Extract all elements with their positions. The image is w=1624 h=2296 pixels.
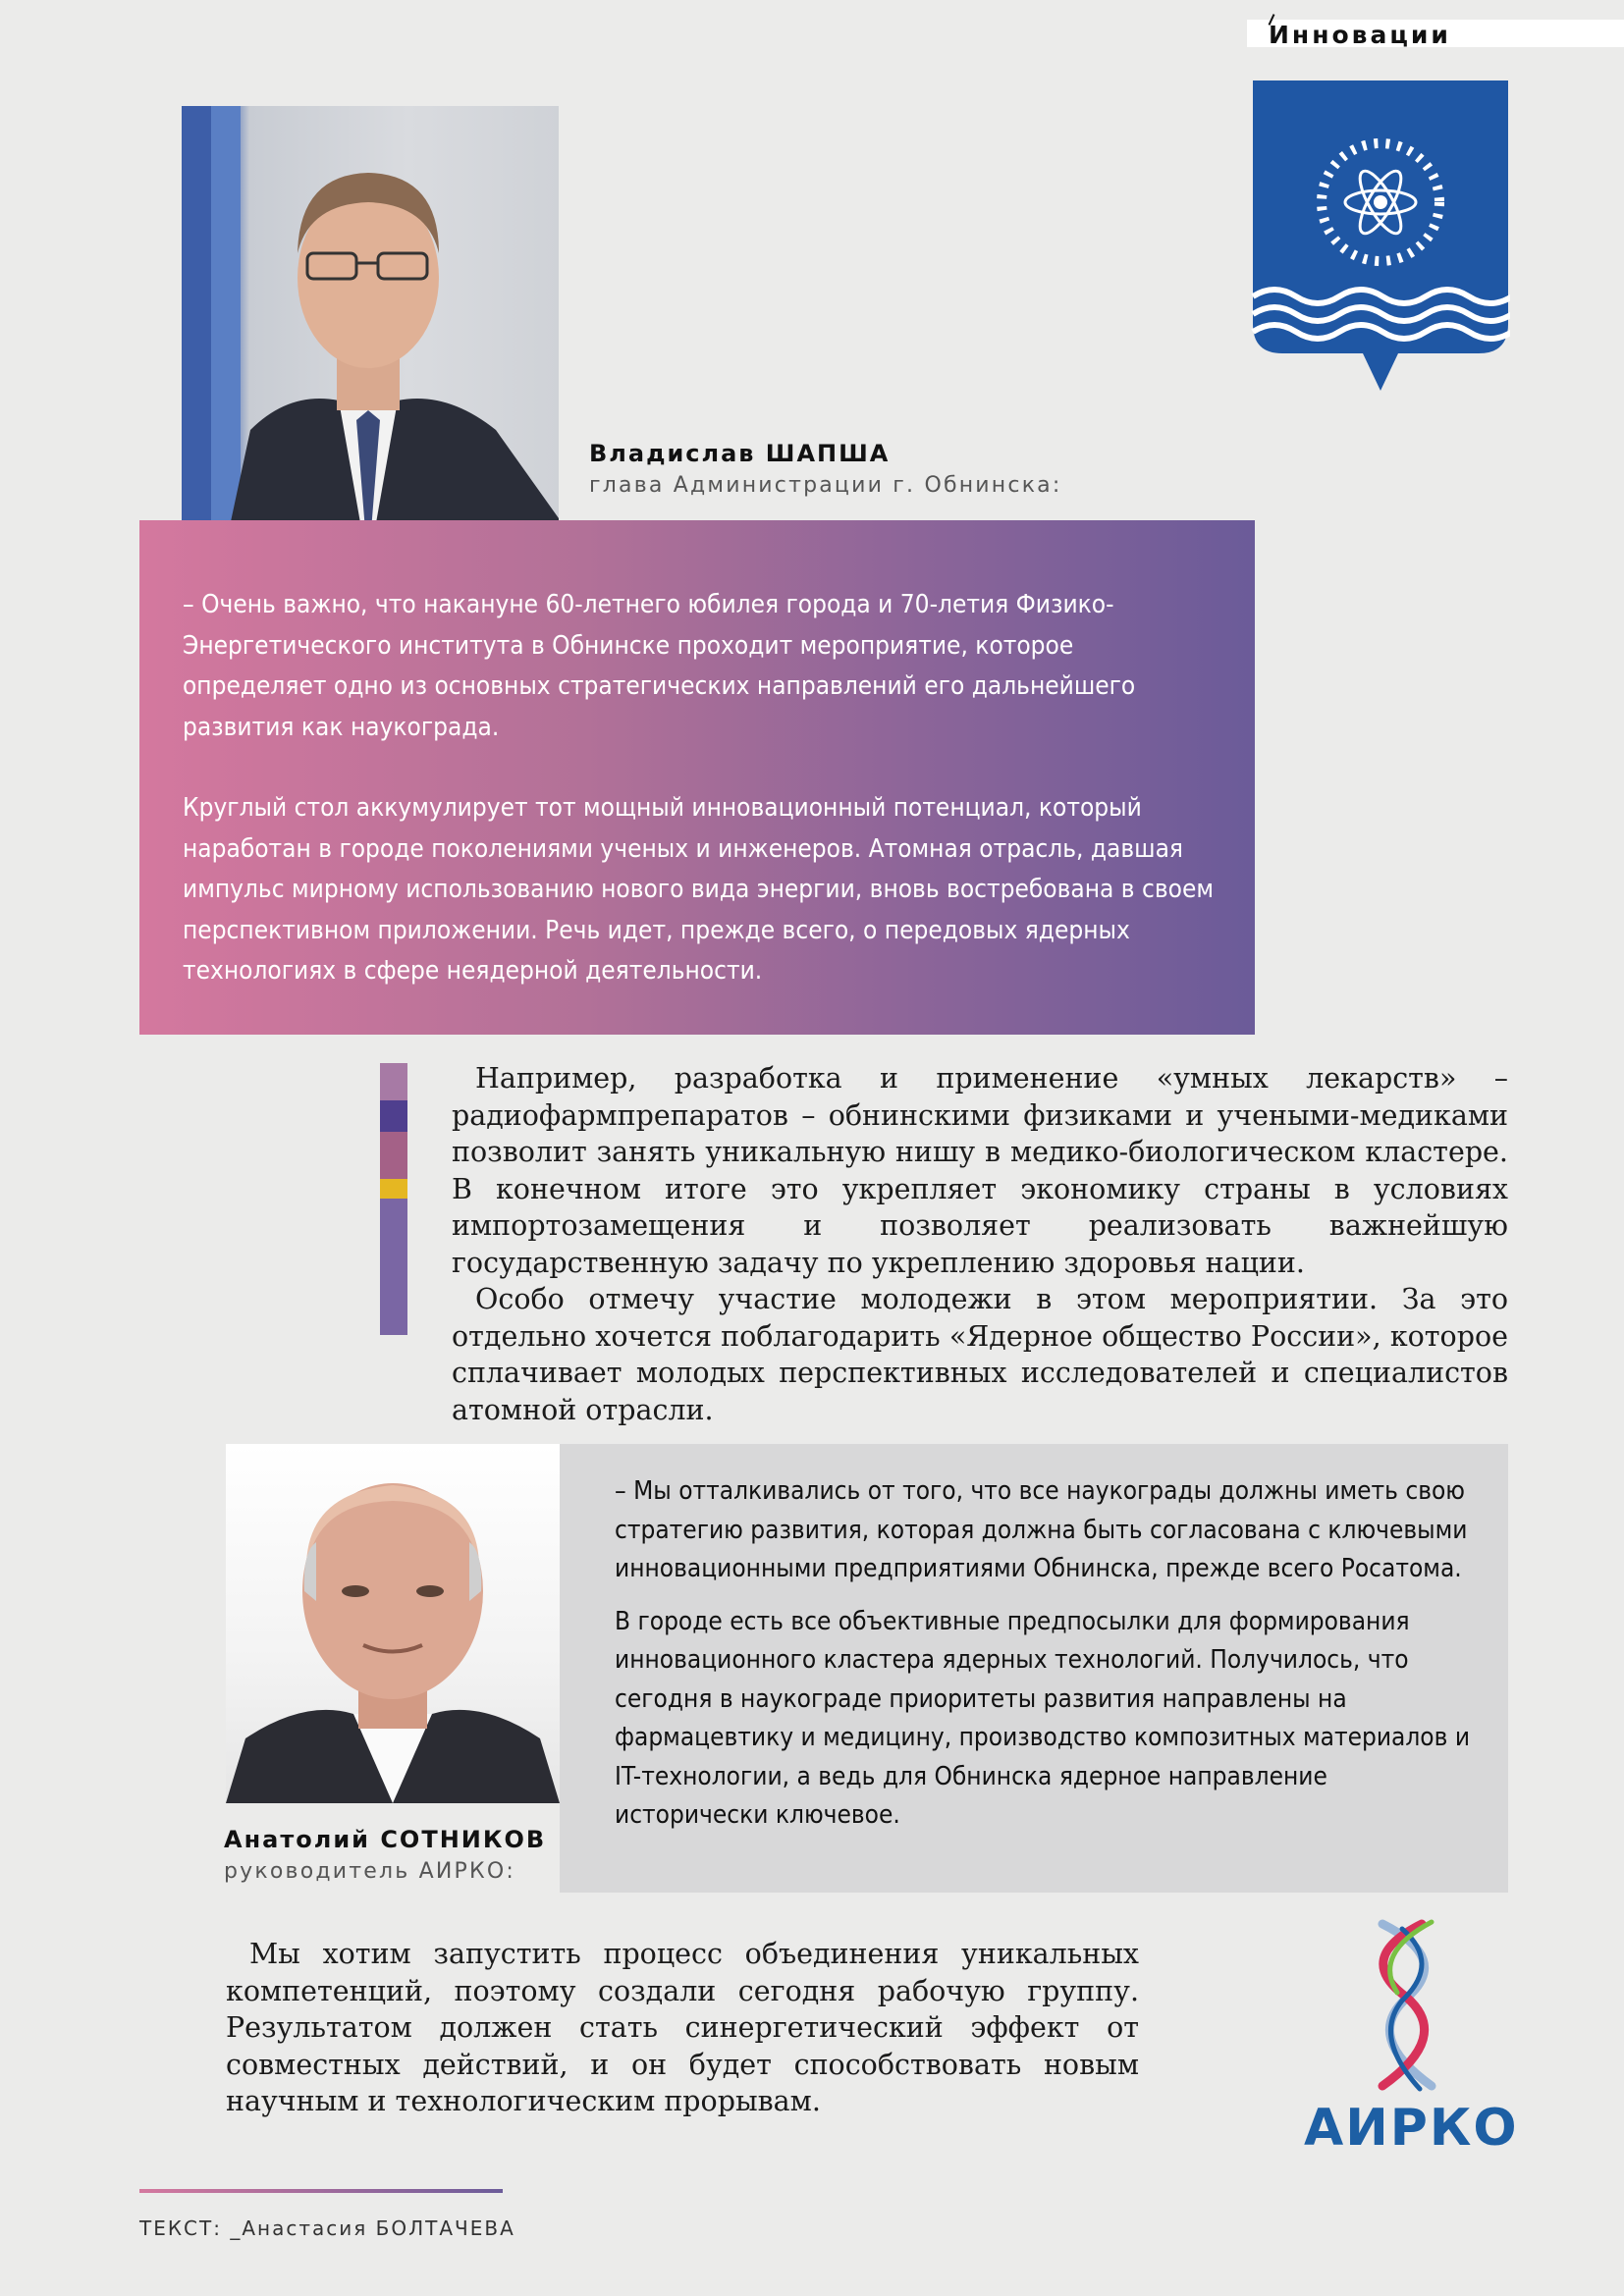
airko-wordmark: АИРКО (1304, 2099, 1519, 2158)
quote-paragraph: – Мы отталкивались от того, что все наукограды должны иметь свою стратегию развития, которая должна быть согласована с ключевыми инновационными предприятиями Обнинска, прежде всего Росатома. (615, 1476, 1468, 1583)
author-credit: ТЕКСТ: _Анастасия БОЛТАЧЕВА (139, 2216, 515, 2240)
airko-logo (1304, 1914, 1519, 2160)
speaker-name: Владислав ШАПША (589, 440, 891, 467)
body-text-sotnikov (226, 1936, 1139, 2120)
body-paragraph: Например, разработка и применение «умных лекарств» – радиофармпрепаратов – обнинскими физиками и учеными-медиками позволит занять уникальную нишу в медико-биологическом кластере. В конечном итоге это укрепляет экономику страны в условиях импортозамещения и позволяет реализовать важнейшую государственную задачу по укреплению здоровья нации. (452, 1062, 1508, 1279)
portrait-photo-sotnikov (226, 1444, 560, 1803)
speaker-role: глава Администрации г. Обнинска: (589, 473, 1062, 498)
body-paragraph: Особо отмечу участие молодежи в этом мероприятии. За это отдельно хочется поблагодарить «Ядерное общество России», которое сплачивает молодых перспективных исследователей и специалистов атомной отрасли. (452, 1283, 1508, 1426)
body-paragraph: Мы хотим запустить процесс объединения уникальных компетенций, поэтому создали сегодня рабочую группу. Результатом должен стать синергетический эффект от совместных действий, и он будет способствовать новым научным и технологическим прорывам. (226, 1938, 1139, 2117)
quote-text-shapsha (183, 585, 1223, 1033)
body-text-shapsha (452, 1060, 1508, 1428)
obninsk-coat-of-arms-icon (1251, 79, 1510, 393)
quote-paragraph: В городе есть все объективные предпосылки для формирования инновационного кластера ядерных технологий. Получилось, что сегодня в наукограде приоритеты развития направлены на фармацевтику и медицину, производство композитных материалов и IT-технологии, а ведь для Обнинска ядерное направление исторически ключевое. (615, 1606, 1471, 1830)
section-tab (1247, 20, 1624, 47)
speaker-name: Анатолий СОТНИКОВ (224, 1826, 547, 1853)
section-title: Инновации (1269, 21, 1451, 49)
speaker-role: руководитель АИРКО: (224, 1859, 515, 1884)
quote-text-sotnikov (615, 1472, 1479, 1849)
quote-paragraph: – Очень важно, что накануне 60-летнего юбилея города и 70-летия Физико-Энергетического института в Обнинске проходит мероприятие, которое определяет одно из основных стратегических направлений его дальнейшего развития как наукограда. (183, 590, 1136, 742)
dna-helix-icon (1304, 1914, 1510, 2101)
portrait-photo-shapsha (182, 106, 559, 567)
footer-divider (139, 2189, 503, 2193)
decorative-stripe (380, 1063, 407, 1335)
quote-paragraph: Круглый стол аккумулирует тот мощный инновационный потенциал, который наработан в городе поколениями ученых и инженеров. Атомная отрасль, давшая импульс мирному использованию нового вида энергии, вновь востребована в своем перспективном приложении. Речь идет, прежде всего, о передовых ядерных технологиях в сфере неядерной деятельности. (183, 793, 1215, 986)
